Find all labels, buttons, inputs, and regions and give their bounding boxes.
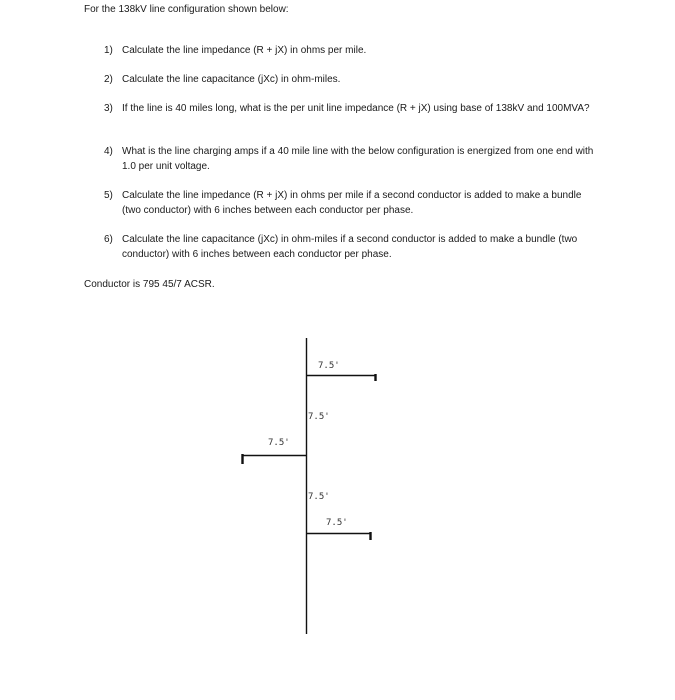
question-number: 2) [104,74,113,85]
bottom-arm-dimension-label: 7.5' [326,518,348,528]
question-text: Calculate the line capacitance (jXc) in ohm-miles. [122,74,341,85]
question-text: Calculate the line impedance (R + jX) in ohms per mile if a second conductor is added to make a bundle (two conductor) with 6 inches between each conductor per phase. [122,190,582,216]
question-number: 4) [104,146,113,157]
left-arm-dimension-label: 7.5' [268,438,290,448]
question-number: 1) [104,45,113,56]
question-text: What is the line charging amps if a 40 mile line with the below configuration is energized from one end with 1.0 per unit voltage. [122,146,594,172]
intro-text: For the 138kV line configuration shown below: [84,4,289,15]
upper-vertical-spacing-label: 7.5' [308,412,330,422]
question-text: Calculate the line capacitance (jXc) in ohm-miles if a second conductor is added to make a bundle (two conductor) with 6 inches between each conductor per phase. [122,234,578,260]
question-number: 5) [104,190,113,201]
question-number: 6) [104,234,113,245]
conductor-note: Conductor is 795 45/7 ACSR. [84,279,215,290]
lower-vertical-spacing-label: 7.5' [308,492,330,502]
question-text: If the line is 40 miles long, what is the per unit line impedance (R + jX) using base of 138kV and 100MVA? [122,103,590,114]
question-number: 3) [104,103,113,114]
top-arm-dimension-label: 7.5' [318,361,340,371]
question-text: Calculate the line impedance (R + jX) in ohms per mile. [122,45,367,56]
